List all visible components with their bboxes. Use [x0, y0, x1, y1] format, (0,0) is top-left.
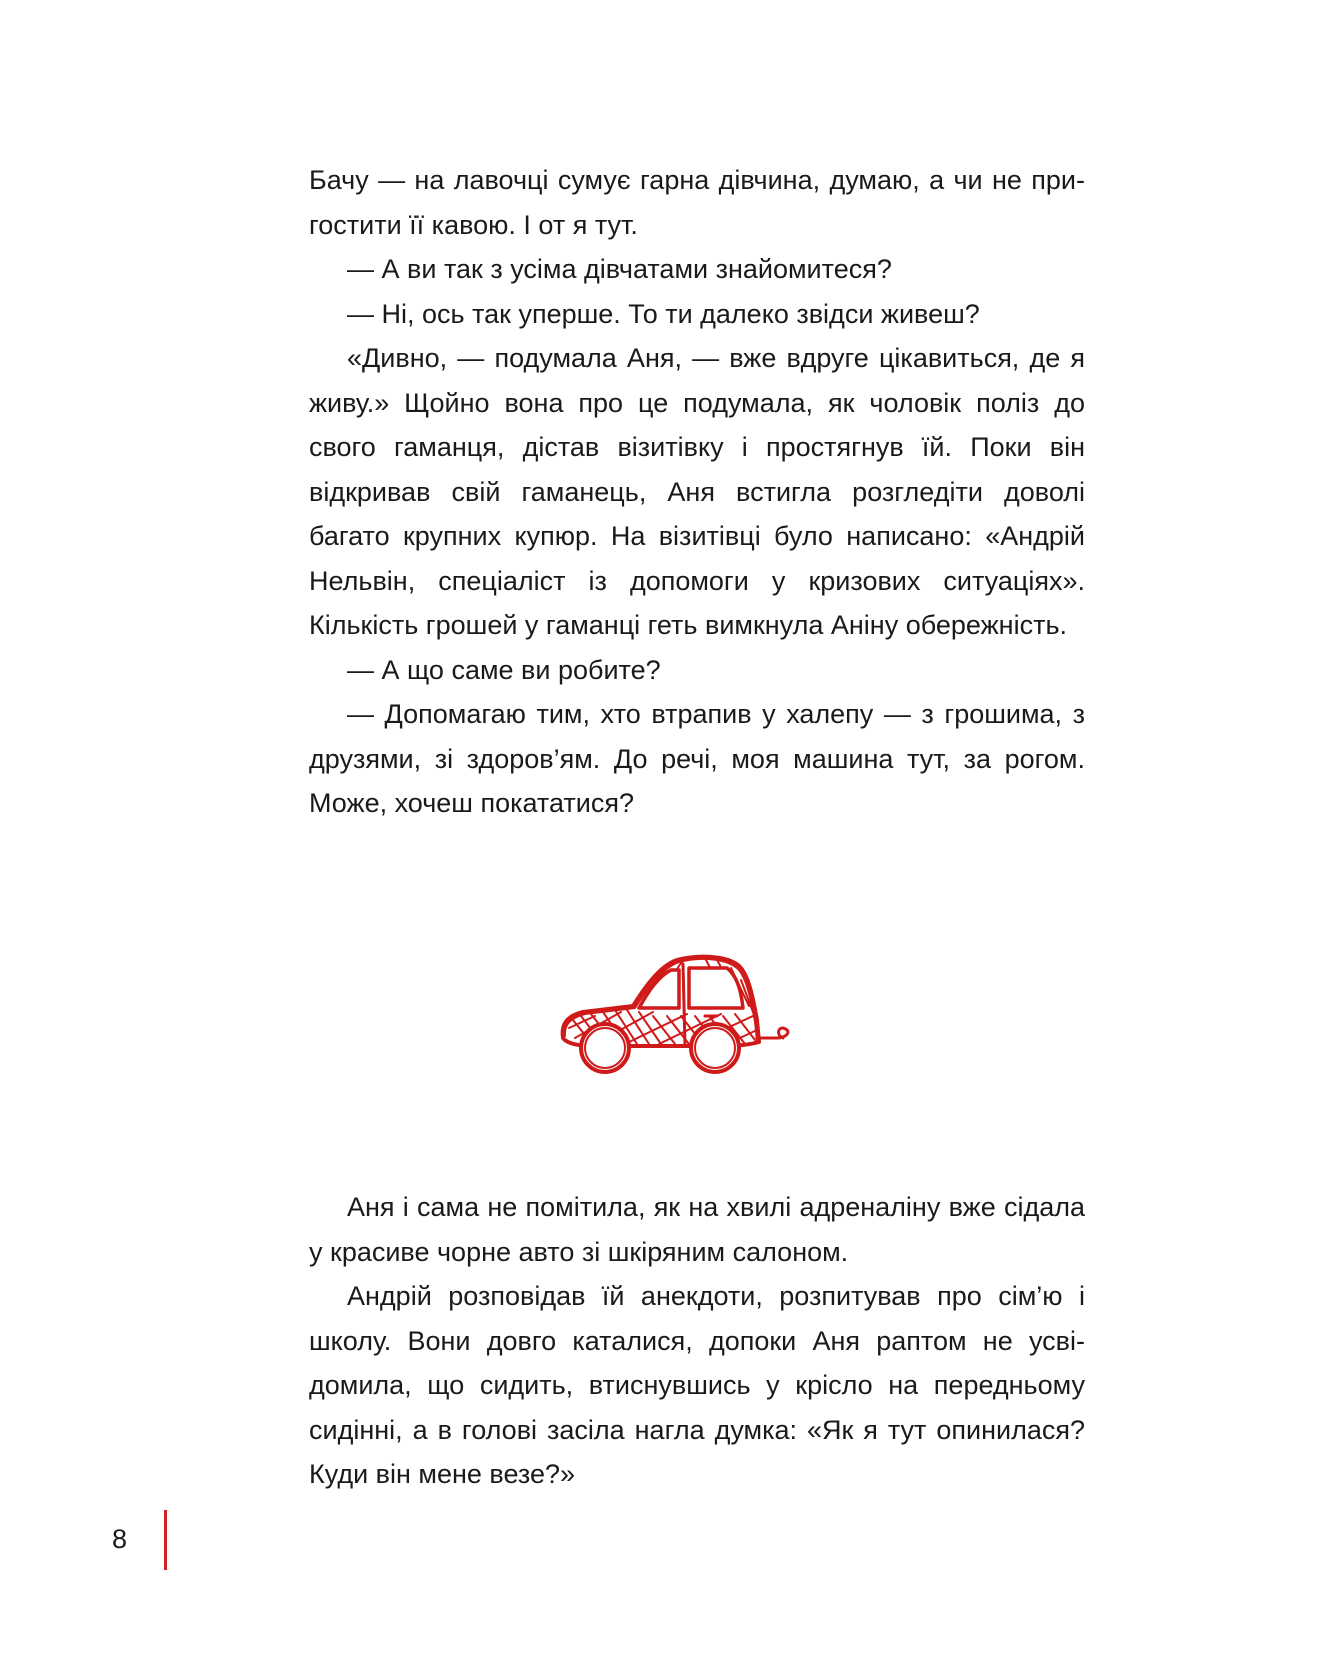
paragraph: — А ви так з усіма дівчатами знайомитеся? — [347, 254, 892, 284]
paragraph: Андрій розповідав їй анекдоти, розпитував про сім’ю і школу. Вони довго каталися, допоки Аня раптом не усвідомила, що сидить, втиснувшись у крісло на передньому сидінні, а в голові засіла нагла думка: «Як я тут опинилася? Куди він мене везе?» — [309, 1281, 1085, 1489]
body-text-bottom — [309, 1185, 1085, 1497]
car-icon — [555, 950, 795, 1080]
body-text-top — [309, 158, 1085, 826]
paragraph: — А що саме ви робите? — [347, 654, 661, 685]
paragraph: — Допомагаю тим, хто втрапив у халепу — з грошима, з друзями, зі здоров’ям. До речі, моя машина тут, за рогом. Може, хочеш покататися? — [309, 699, 1085, 818]
paragraph: Аня і сама не помітила, як на хвилі адреналіну вже сідала у красиве чорне авто зі шкіряним салоном. — [309, 1192, 1085, 1267]
page-number-rule — [164, 1510, 167, 1570]
paragraph: «Дивно, — подумала Аня, — вже вдруге цікавиться, де я живу.» Щойно вона про це подумала, як чоловік поліз до свого гаманця, дістав візитівку і простягнув їй. Поки він відкривав свій гаманець, Аня встигла розгледіти доволі багато крупних купюр. На візитівці було написано: «Андрій Нельвін, спеціаліст із допомоги у кризових ситуаціях». Кількість грошей у гаманці геть вимкнула Аніну обережність. — [309, 343, 1085, 640]
paragraph: Бачу — на лавочці сумує гарна дівчина, думаю, а чи не пригостити її кавою. І от я тут. — [309, 165, 1085, 240]
page-number: 8 — [112, 1524, 128, 1554]
paragraph: — Ні, ось так уперше. То ти далеко звідси живеш? — [347, 298, 980, 329]
